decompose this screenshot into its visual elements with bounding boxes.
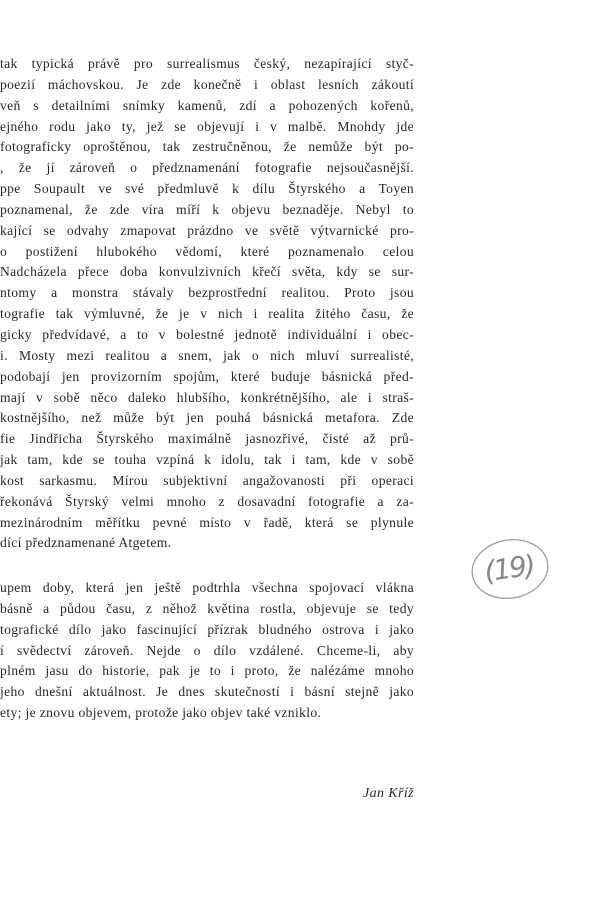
author-signature: Jan Kříž bbox=[362, 786, 414, 801]
page-number-text: (19) bbox=[482, 548, 536, 588]
paragraph-1-line: kostnějšího, než může být jen pouhá básnická metafora. Zde bbox=[0, 410, 414, 426]
paragraph-1-line: mezinárodním měřítku pevné místo v řadě, která se plynule bbox=[0, 514, 414, 530]
paragraph-1-line: , že jí zároveň o předznamenání fotografie nejsoučasnější. bbox=[0, 160, 414, 176]
paragraph-2-line: básně a půdou času, z něhož květina rostla, objevuje se tedy bbox=[0, 600, 414, 616]
paragraph-1-line: ntomy a monstra stávaly bezprostřední realitou. Proto jsou bbox=[0, 285, 414, 301]
paragraph-1-line: řekonává Štyrský velmi mnoho z dosavadní fotografie a za- bbox=[0, 493, 414, 509]
paragraph-2-line: jeho dnešní aktuálnost. Je dnes skutečností i básní stejně jako bbox=[0, 684, 414, 700]
paragraph-1-line: kající se odvahy zmapovat prázdno ve světě výtvarnické pro- bbox=[0, 222, 414, 238]
paragraph-1-line: ejného rodu jako ty, jež se objevují i v malbě. Mnohdy jde bbox=[0, 118, 414, 134]
paragraph-1-line: o postižení hlubokého vědomí, které poznamenalo celou bbox=[0, 243, 414, 259]
paragraph-1-line: gicky předvídavé, a to v bolestné jednotě individuální i obec- bbox=[0, 326, 414, 342]
paragraph-1-line: dící předznamenané Atgetem. bbox=[0, 535, 172, 551]
paragraph-2-line: tografické dílo jako fascinující přízrak bludného ostrova i jako bbox=[0, 621, 414, 637]
paragraph-2-line: plném jasu do historie, pak je to i proto, že nalézáme mnoho bbox=[0, 663, 414, 679]
paragraph-1-line: podobají jen provizorním spojům, které buduje básnická před- bbox=[0, 368, 414, 384]
paragraph-1-line: fie Jindřicha Štyrského maximálně jasnozřivé, čisté až prů- bbox=[0, 431, 414, 447]
paragraph-1-line: mají v sobě něco daleko hlubšího, konkrétnějšího, ale i straš- bbox=[0, 389, 414, 405]
paragraph-1-line: tak typická právě pro surrealismus český, nezapírající styč- bbox=[0, 56, 414, 71]
paragraph-1-line: veň s detailními snímky kamenů, zdí a pohozených kořenů, bbox=[0, 97, 414, 113]
paragraph-2-line: upem doby, která jen ještě podtrhla všechna spojovací vlákna bbox=[0, 580, 414, 595]
paragraph-2-line: ety; je znovu objevem, protože jako objev také vzniklo. bbox=[0, 705, 322, 721]
handwritten-page-number bbox=[466, 533, 552, 603]
paragraph-2-line: í svědectví zároveň. Nejde o dílo vzdálené. Chceme-li, aby bbox=[0, 642, 414, 658]
paragraph-1-line: i. Mosty mezi realitou a snem, jak o nich mluví surrealisté, bbox=[0, 347, 414, 363]
paragraph-1-line: Nadcházela přece doba konvulzivních křečí světa, kdy se sur- bbox=[0, 264, 414, 280]
paragraph-1 bbox=[0, 54, 414, 554]
paragraph-1-line: tografie tak výmluvné, že je v nich i realita žitého času, že bbox=[0, 306, 414, 322]
paragraph-1-line: ppe Soupault ve své předmluvě k dílu Štyrského a Toyen bbox=[0, 181, 414, 197]
paragraph-1-line: poznamenal, že zde víra míří k objevu beznaděje. Nebyl to bbox=[0, 201, 414, 217]
paragraph-1-line: kost sarkasmu. Mírou subjektivní angažovanosti při operaci bbox=[0, 472, 414, 488]
paragraph-2 bbox=[0, 578, 414, 724]
paragraph-1-line: poezií máchovskou. Je zde konečně i oblast lesních zákoutí bbox=[0, 76, 414, 92]
paragraph-1-line: jak tam, kde se touha vzpíná k idolu, tak i tam, kde v sobě bbox=[0, 452, 414, 468]
paragraph-1-line: fotograficky oproštěnou, tak zestručněnou, že nemůže být po- bbox=[0, 139, 414, 155]
